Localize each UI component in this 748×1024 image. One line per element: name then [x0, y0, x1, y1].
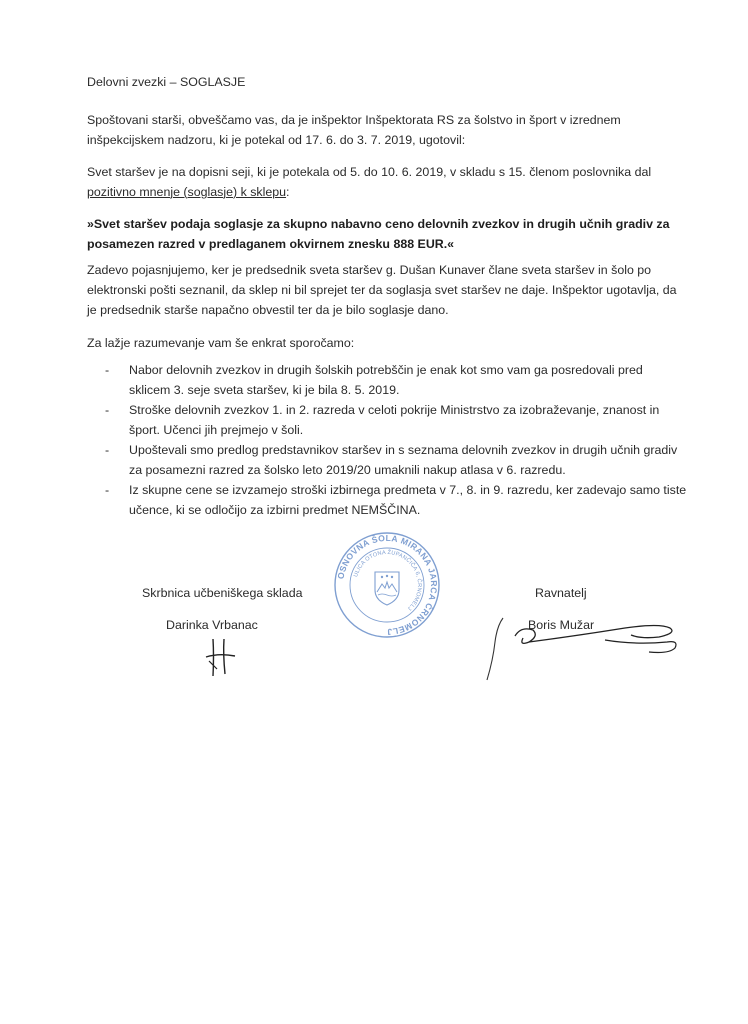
list-item	[87, 360, 687, 400]
list-item-text: Nabor delovnih zvezkov in drugih šolskih potrebščin je enak kot smo vam ga posredovali pred sklicem 3. seje sveta staršev, ki je bila 8. 5. 2019.	[129, 363, 643, 397]
bullet-dash: -	[105, 443, 110, 457]
list-item-text: Stroške delovnih zvezkov 1. in 2. razreda v celoti pokrije Ministrstvo za izobraževanje, znanost in šport. Učenci jih prejmejo v šoli.	[129, 403, 660, 437]
right-signatory-name: Boris Mužar	[528, 618, 595, 632]
council-paragraph-text: Svet staršev je na dopisni seji, ki je potekala od 5. do 10. 6. 2019, v skladu s 15. členom poslovnika dal	[87, 165, 652, 179]
school-stamp	[332, 530, 442, 640]
summary-list	[87, 360, 687, 520]
stamp-outer-text: OSNOVNA ŠOLA MIRANA JARCA ČRNOMELJ	[335, 532, 440, 638]
explanation-paragraph: Zadevo pojasnjujemo, ker je predsednik sveta staršev g. Dušan Kunaver člane sveta staršev in šolo po elektronski pošti seznanil, da sklep ni bil sprejet ter da soglasja svet staršev ne daje. Inšpektor ugotavlja, da je predsednik starše napačno obvestil ter da je bilo soglasje dano.	[87, 263, 677, 317]
document-title: Delovni zvezki – SOGLASJE	[87, 75, 246, 89]
stamp-inner-text: ULICA OTONA ŽUPANČIČA 6, ČRNOMELJ	[353, 549, 423, 612]
resolution-quote: »Svet staršev podaja soglasje za skupno nabavno ceno delovnih zvezkov in drugih učnih gradiv za posamezen razred v predlaganem okvirnem znesku 888 EUR.«	[87, 217, 670, 251]
summary-intro: Za lažje razumevanje vam še enkrat sporočamo:	[87, 336, 355, 350]
coat-of-arms-icon	[375, 572, 399, 605]
left-signatory-role: Skrbnica učbeniškega sklada	[142, 586, 303, 600]
left-signatory-name: Darinka Vrbanac	[166, 618, 258, 632]
right-handwritten-signature	[455, 612, 685, 684]
bullet-dash: -	[105, 483, 110, 497]
list-item-text: Upoštevali smo predlog predstavnikov staršev in s seznama delovnih zvezkov in drugih učnih gradiv za posamezni razred za šolsko leto 2019/20 umaknili nakup atlasa v 6. razredu.	[129, 443, 678, 477]
right-signatory-role: Ravnatelj	[535, 586, 587, 600]
stamp-inner-ring	[350, 548, 424, 622]
list-item	[87, 480, 687, 520]
list-item	[87, 400, 687, 440]
left-handwritten-signature	[203, 636, 239, 680]
list-item-text: Iz skupne cene se izvzamejo stroški izbirnega predmeta v 7., 8. in 9. razredu, ker zadevajo samo tiste učence, ki se odločijo za izbirni predmet NEMŠČINA.	[129, 483, 687, 517]
bullet-dash: -	[105, 403, 110, 417]
positive-opinion-underlined: pozitivno mnenje (soglasje) k sklepu	[87, 185, 287, 199]
bullet-dash: -	[105, 363, 110, 377]
council-paragraph	[87, 162, 687, 202]
council-paragraph-end: :	[286, 185, 290, 199]
list-item	[87, 440, 687, 480]
intro-paragraph: Spoštovani starši, obveščamo vas, da je inšpektor Inšpektorata RS za šolstvo in šport v izrednem inšpekcijskem nadzoru, ki je potekal od 17. 6. do 3. 7. 2019, ugotovil:	[87, 113, 621, 147]
